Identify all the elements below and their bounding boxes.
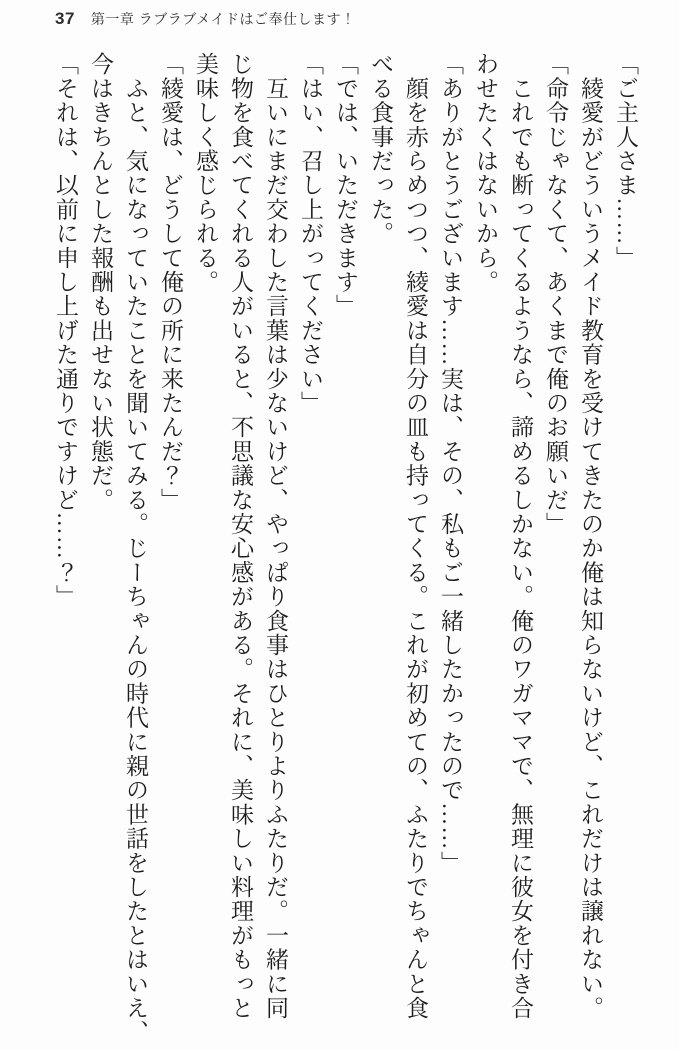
page-number: 37: [55, 9, 75, 28]
text-line: 「ご主人さま……」: [613, 52, 638, 270]
text-line: べる食事だった。: [368, 52, 393, 246]
text-line: 今はきちんとした報酬も出せない状態だ。: [88, 52, 113, 512]
text-line: 「綾愛は、どうして俺の所に来たんだ？」: [158, 52, 183, 512]
text-line: 「ありがとうございます……実は、その、私もご一緒したかったので……」: [438, 52, 463, 875]
text-line: これでも断ってくるようなら、諦めるしかない。俺のワガママで、無理に彼女を付き合: [508, 52, 533, 1020]
text-line: 「命令じゃなくて、あくまで俺のお願いだ」: [543, 52, 568, 536]
text-line: 顔を赤らめつつ、綾愛は自分の皿も持ってくる。これが初めての、ふたりでちゃんと食: [403, 52, 428, 1020]
text-line: 「はい、召し上がってください」: [298, 52, 323, 415]
text-line: わせたくはないから。: [473, 52, 498, 294]
text-line: 綾愛がどういうメイド教育を受けてきたのか俺は知らないけど、これだけは譲れない。: [578, 52, 603, 1020]
novel-text-block: [48, 52, 643, 1044]
page-header: [55, 9, 355, 29]
text-line: ふと、気になっていたことを聞いてみる。じーちゃんの時代に親の世話をしたとはいえ、: [123, 52, 148, 1045]
text-line: じ物を食べてくれる人がいると、不思議な安心感がある。それに、美味しい料理がもっと: [228, 52, 253, 1020]
chapter-title: 第一章 ラブラブメイドはご奉仕します！: [90, 11, 356, 27]
text-line: 「それは、以前に申し上げた通りですけど……？」: [53, 52, 78, 609]
text-line: 互いにまだ交わした言葉は少ないけど、やっぱり食事はひとりよりふたりだ。一緒に同: [263, 52, 288, 1020]
text-line: 美味しく感じられる。: [193, 52, 218, 294]
text-line: 「では、いただきます」: [333, 52, 358, 319]
